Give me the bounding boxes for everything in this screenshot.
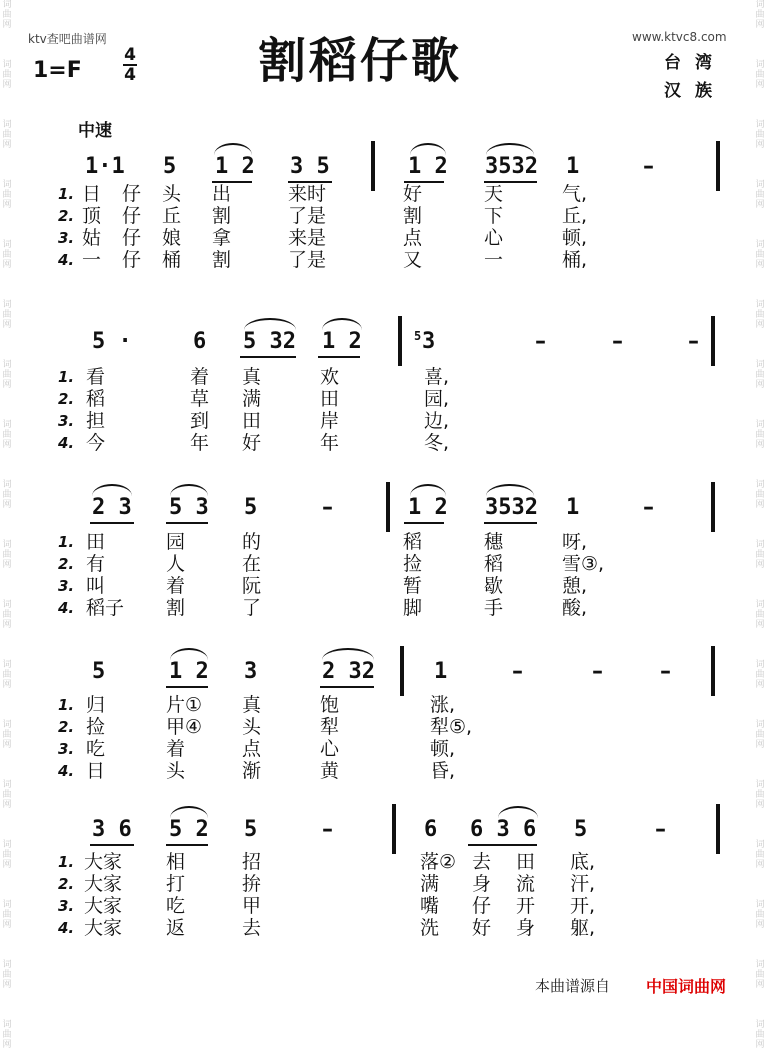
lyric-syllable: 喜, xyxy=(424,366,450,388)
lyric-syllable: 吃 xyxy=(166,895,186,917)
lyric-syllable: 稻 xyxy=(403,531,423,553)
note-group: 5 xyxy=(244,495,258,520)
lyric-syllable: 头 xyxy=(242,716,262,738)
lyric-syllable: 躯, xyxy=(570,917,596,939)
left-edge-watermark xyxy=(0,0,14,1050)
edge-watermark-text: 词 曲 网 xyxy=(755,600,765,630)
lyric-syllable: 点 xyxy=(403,227,423,249)
lyric-syllable: 甲 xyxy=(242,895,262,917)
lyric-syllable: 底, xyxy=(570,851,596,873)
lyric-syllable: 歇 xyxy=(484,575,504,597)
verse-number: 3. xyxy=(58,229,75,247)
lyric-syllable: 下 xyxy=(484,205,504,227)
edge-watermark-text: 词 曲 网 xyxy=(755,960,765,990)
lyric-syllable: 憩, xyxy=(562,575,588,597)
note-group: 5 xyxy=(244,817,258,842)
lyric-syllable: 仔 xyxy=(122,205,142,227)
verse-number: 2. xyxy=(58,390,75,408)
beam-underline xyxy=(468,844,537,846)
bar-line xyxy=(716,804,720,854)
edge-watermark-text: 词 曲 网 xyxy=(2,960,12,990)
verse-number: 3. xyxy=(58,897,75,915)
lyric-syllable: 拚 xyxy=(242,873,262,895)
lyric-syllable: 心 xyxy=(484,227,504,249)
lyric-syllable: 娘 xyxy=(162,227,182,249)
lyric-syllable: 草 xyxy=(190,388,210,410)
song-title: 割稻仔歌 xyxy=(258,33,463,89)
note-group: 1 2 xyxy=(322,329,362,354)
lyric-syllable: 阮 xyxy=(242,575,262,597)
slur-arc xyxy=(322,318,362,330)
slur-arc xyxy=(170,484,208,496)
lyric-syllable: 嘴 xyxy=(420,895,440,917)
lyric-syllable: 桶 xyxy=(162,249,182,271)
beam-underline xyxy=(166,686,208,688)
slur-arc xyxy=(498,806,538,818)
origin-region: 台湾 xyxy=(664,53,726,73)
lyric-syllable: 满 xyxy=(242,388,262,410)
slur-arc xyxy=(92,484,132,496)
lyric-syllable: 又 xyxy=(403,249,423,271)
lyric-syllable: 大家 xyxy=(84,917,123,939)
verse-number: 4. xyxy=(58,762,75,780)
lyric-syllable: 开 xyxy=(516,895,536,917)
lyric-syllable: 看 xyxy=(86,366,106,388)
lyric-syllable: 流 xyxy=(516,873,536,895)
lyric-syllable: 稻 xyxy=(484,553,504,575)
slur-arc xyxy=(322,648,374,660)
lyric-syllable: 涨, xyxy=(430,694,456,716)
lyric-syllable: 日 xyxy=(82,183,102,205)
note-group: 3 5 xyxy=(290,154,330,179)
verse-number: 4. xyxy=(58,251,75,269)
slur-arc xyxy=(244,318,296,330)
lyric-syllable: 丘, xyxy=(562,205,588,227)
note-group: 5 xyxy=(92,659,106,684)
lyric-syllable: 一 xyxy=(484,249,504,271)
sustain-dash: – xyxy=(688,329,699,354)
lyric-syllable: 身 xyxy=(516,917,536,939)
bar-line xyxy=(400,646,404,696)
lyric-syllable: 返 xyxy=(166,917,186,939)
lyric-syllable: 的 xyxy=(242,531,262,553)
sustain-dash: – xyxy=(322,495,333,520)
lyric-syllable: 仔 xyxy=(122,249,142,271)
note-group: 3532 xyxy=(485,154,538,179)
lyric-syllable: 吃 xyxy=(86,738,106,760)
edge-watermark-text: 词 曲 网 xyxy=(755,840,765,870)
lyric-syllable: 仔 xyxy=(122,183,142,205)
slur-arc xyxy=(486,143,534,155)
slur-arc xyxy=(486,484,534,496)
edge-watermark-text: 词 曲 网 xyxy=(755,120,765,150)
note-group: 1·1 xyxy=(85,154,125,179)
lyric-syllable: 着 xyxy=(166,738,186,760)
meter-bottom: 4 xyxy=(124,65,136,85)
lyric-syllable: 相 xyxy=(166,851,186,873)
lyric-syllable: 暂 xyxy=(403,575,423,597)
lyric-syllable: 姑 xyxy=(82,227,102,249)
lyric-syllable: 来时 xyxy=(288,183,327,205)
edge-watermark-text: 词 曲 网 xyxy=(755,360,765,390)
verse-number: 4. xyxy=(58,919,75,937)
note-group: 5 xyxy=(574,817,588,842)
lyric-syllable: 稻 xyxy=(86,388,106,410)
lyric-syllable: 头 xyxy=(166,760,186,782)
sustain-dash: – xyxy=(535,329,546,354)
note-group: 1 2 xyxy=(408,495,448,520)
lyric-syllable: 大家 xyxy=(84,873,123,895)
beam-underline xyxy=(90,522,134,524)
slur-arc xyxy=(214,143,252,155)
note-group: 1 2 xyxy=(408,154,448,179)
beam-underline xyxy=(318,356,360,358)
lyric-syllable: 田 xyxy=(86,531,106,553)
bar-line xyxy=(716,141,720,191)
lyric-syllable: 割 xyxy=(403,205,423,227)
lyric-syllable: 汗, xyxy=(570,873,596,895)
edge-watermark-text: 词 曲 网 xyxy=(755,300,765,330)
note-group: 1 xyxy=(566,495,580,520)
slur-arc xyxy=(170,648,208,660)
note-group: 5 32 xyxy=(243,329,296,354)
lyric-syllable: 欢 xyxy=(320,366,340,388)
note-group: 3 6 xyxy=(92,817,132,842)
footer-site-name: 中国词曲网 xyxy=(646,977,727,996)
note-group: 1 xyxy=(434,659,448,684)
lyric-syllable: 了 xyxy=(242,597,262,619)
lyric-syllable: 去 xyxy=(472,851,492,873)
edge-watermark-text: 词 曲 网 xyxy=(755,660,765,690)
note-group: 3 xyxy=(422,329,436,354)
verse-number: 1. xyxy=(58,533,75,551)
lyric-syllable: 洗 xyxy=(420,917,440,939)
lyric-syllable: 真 xyxy=(242,694,262,716)
lyric-syllable: 叫 xyxy=(86,575,106,597)
edge-watermark-text: 词 曲 网 xyxy=(755,540,765,570)
lyric-syllable: 开, xyxy=(570,895,596,917)
edge-watermark-text: 词 曲 网 xyxy=(2,720,12,750)
lyric-syllable: 归 xyxy=(86,694,106,716)
lyric-syllable: 今 xyxy=(86,432,106,454)
bar-line xyxy=(371,141,375,191)
bar-line xyxy=(386,482,390,532)
lyric-syllable: 满 xyxy=(420,873,440,895)
lyric-syllable: 人 xyxy=(166,553,186,575)
verse-number: 3. xyxy=(58,740,75,758)
edge-watermark-text: 词 曲 网 xyxy=(755,780,765,810)
note-group: 6 xyxy=(193,329,207,354)
sustain-dash: – xyxy=(592,659,603,684)
lyric-syllable: 好 xyxy=(242,432,262,454)
lyric-syllable: 雪③, xyxy=(562,553,605,575)
note-group: 3 xyxy=(244,659,258,684)
lyric-syllable: 呀, xyxy=(562,531,588,553)
lyric-syllable: 大家 xyxy=(84,895,123,917)
note-group: 5 · xyxy=(92,329,132,354)
sustain-dash: – xyxy=(643,495,654,520)
lyric-syllable: 饱 xyxy=(320,694,340,716)
sustain-dash: – xyxy=(612,329,623,354)
edge-watermark-text: 词 曲 网 xyxy=(2,240,12,270)
edge-watermark-text: 词 曲 网 xyxy=(2,540,12,570)
lyric-syllable: 桶, xyxy=(562,249,588,271)
lyric-syllable: 着 xyxy=(190,366,210,388)
lyric-syllable: 在 xyxy=(242,553,262,575)
lyric-syllable: 捡 xyxy=(403,553,423,575)
edge-watermark-text: 词 曲 网 xyxy=(2,480,12,510)
lyric-syllable: 气, xyxy=(562,183,588,205)
key-signature: 1=F xyxy=(33,58,82,83)
edge-watermark-text: 词 曲 网 xyxy=(755,60,765,90)
bar-line xyxy=(392,804,396,854)
verse-number: 4. xyxy=(58,599,75,617)
lyric-syllable: 着 xyxy=(166,575,186,597)
lyric-syllable: 天 xyxy=(484,183,504,205)
lyric-syllable: 身 xyxy=(472,873,492,895)
note-group: 5 3 xyxy=(169,495,209,520)
edge-watermark-text: 词 曲 网 xyxy=(755,480,765,510)
lyric-syllable: 割 xyxy=(212,249,232,271)
edge-watermark-text: 词 曲 网 xyxy=(2,0,12,30)
lyric-syllable: 落② xyxy=(420,851,457,873)
edge-watermark-text: 词 曲 网 xyxy=(2,900,12,930)
lyric-syllable: 一 xyxy=(82,249,102,271)
verse-number: 2. xyxy=(58,207,75,225)
lyric-syllable: 穗 xyxy=(484,531,504,553)
sustain-dash: – xyxy=(660,659,671,684)
note-group: 2 32 xyxy=(322,659,375,684)
edge-watermark-text: 词 曲 网 xyxy=(755,180,765,210)
verse-number: 3. xyxy=(58,412,75,430)
note-group: 5 2 xyxy=(169,817,209,842)
lyric-syllable: 冬, xyxy=(424,432,450,454)
lyric-syllable: 顿, xyxy=(562,227,588,249)
lyric-syllable: 园 xyxy=(166,531,186,553)
lyric-syllable: 田 xyxy=(320,388,340,410)
lyric-syllable: 到 xyxy=(190,410,210,432)
edge-watermark-text: 词 曲 网 xyxy=(2,840,12,870)
verse-number: 2. xyxy=(58,555,75,573)
slur-arc xyxy=(170,806,208,818)
lyric-syllable: 稻子 xyxy=(86,597,125,619)
verse-number: 1. xyxy=(58,853,75,871)
lyric-syllable: 割 xyxy=(166,597,186,619)
watermark-right: www.ktvc8.com xyxy=(632,30,727,44)
edge-watermark-text: 词 曲 网 xyxy=(755,900,765,930)
lyric-syllable: 渐 xyxy=(242,760,262,782)
lyric-syllable: 黄 xyxy=(320,760,340,782)
lyric-syllable: 真 xyxy=(242,366,262,388)
edge-watermark-text: 词 曲 网 xyxy=(755,420,765,450)
edge-watermark-text: 词 曲 网 xyxy=(755,720,765,750)
note-group: 1 xyxy=(566,154,580,179)
slur-arc xyxy=(410,484,446,496)
edge-watermark-text: 词 曲 网 xyxy=(755,1020,765,1050)
lyric-syllable: 片① xyxy=(166,694,203,716)
edge-watermark-text: 词 曲 网 xyxy=(2,600,12,630)
lyric-syllable: 脚 xyxy=(403,597,423,619)
note-group: 2 3 xyxy=(92,495,132,520)
lyric-syllable: 好 xyxy=(403,183,423,205)
lyric-syllable: 田 xyxy=(242,410,262,432)
sustain-dash: – xyxy=(322,817,333,842)
sustain-dash: – xyxy=(512,659,523,684)
beam-underline xyxy=(404,522,444,524)
beam-underline xyxy=(166,844,208,846)
edge-watermark-text: 词 曲 网 xyxy=(2,1020,12,1050)
lyric-syllable: 岸 xyxy=(320,410,340,432)
note-group: 6 3 6 xyxy=(470,817,537,842)
watermark-left: ktv查吧曲谱网 xyxy=(28,32,107,46)
lyric-syllable: 边, xyxy=(424,410,450,432)
lyric-syllable: 年 xyxy=(320,432,340,454)
sustain-dash: – xyxy=(655,817,666,842)
verse-number: 1. xyxy=(58,696,75,714)
beam-underline xyxy=(166,522,208,524)
verse-number: 1. xyxy=(58,185,75,203)
verse-number: 2. xyxy=(58,718,75,736)
edge-watermark-text: 词 曲 网 xyxy=(2,180,12,210)
lyric-syllable: 顿, xyxy=(430,738,456,760)
lyric-syllable: 点 xyxy=(242,738,262,760)
bar-line xyxy=(711,316,715,366)
beam-underline xyxy=(320,686,374,688)
lyric-syllable: 好 xyxy=(472,917,492,939)
note-group: 1 2 xyxy=(215,154,255,179)
edge-watermark-text: 词 曲 网 xyxy=(2,660,12,690)
note-group: 5 xyxy=(163,154,177,179)
tempo-marking: 中速 xyxy=(78,121,112,141)
lyric-syllable: 了是 xyxy=(288,205,327,227)
lyric-syllable: 头 xyxy=(162,183,182,205)
edge-watermark-text: 词 曲 网 xyxy=(755,0,765,30)
right-edge-watermark xyxy=(753,0,767,1050)
meter-top: 4 xyxy=(124,45,136,65)
edge-watermark-text: 词 曲 网 xyxy=(2,60,12,90)
lyric-syllable: 拿 xyxy=(212,227,232,249)
bar-line xyxy=(711,482,715,532)
lyric-syllable: 了是 xyxy=(288,249,327,271)
lyric-syllable: 仔 xyxy=(472,895,492,917)
verse-number: 2. xyxy=(58,875,75,893)
edge-watermark-text: 词 曲 网 xyxy=(2,420,12,450)
lyric-syllable: 来是 xyxy=(288,227,327,249)
time-signature xyxy=(120,46,140,84)
edge-watermark-text: 词 曲 网 xyxy=(2,120,12,150)
lyric-syllable: 心 xyxy=(320,738,340,760)
lyric-syllable: 年 xyxy=(190,432,210,454)
lyric-syllable: 有 xyxy=(86,553,106,575)
lyric-syllable: 犁 xyxy=(320,716,340,738)
lyric-syllable: 酸, xyxy=(562,597,588,619)
beam-underline xyxy=(240,356,296,358)
lyric-syllable: 割 xyxy=(212,205,232,227)
note-group: 6 xyxy=(424,817,438,842)
sustain-dash: – xyxy=(643,154,654,179)
edge-watermark-text: 词 曲 网 xyxy=(755,240,765,270)
lyric-syllable: 出 xyxy=(212,183,232,205)
lyric-syllable: 顶 xyxy=(82,205,102,227)
note-group: 3532 xyxy=(485,495,538,520)
grace-note: 5 xyxy=(414,329,422,343)
lyric-syllable: 日 xyxy=(86,760,106,782)
edge-watermark-text: 词 曲 网 xyxy=(2,780,12,810)
verse-number: 3. xyxy=(58,577,75,595)
slur-arc xyxy=(410,143,446,155)
note-group: 1 2 xyxy=(169,659,209,684)
lyric-syllable: 大家 xyxy=(84,851,123,873)
lyric-syllable: 丘 xyxy=(162,205,182,227)
lyric-syllable: 手 xyxy=(484,597,504,619)
edge-watermark-text: 词 曲 网 xyxy=(2,360,12,390)
lyric-syllable: 担 xyxy=(86,410,106,432)
footer-source-label: 本曲谱源自 xyxy=(535,977,611,995)
lyric-syllable: 昏, xyxy=(430,760,456,782)
lyric-syllable: 仔 xyxy=(122,227,142,249)
lyric-syllable: 甲④ xyxy=(166,716,203,738)
lyric-syllable: 打 xyxy=(166,873,186,895)
lyric-syllable: 去 xyxy=(242,917,262,939)
lyric-syllable: 田 xyxy=(516,851,536,873)
origin-ethnicity: 汉族 xyxy=(664,81,726,101)
lyric-syllable: 犁⑤, xyxy=(430,716,473,738)
lyric-syllable: 捡 xyxy=(86,716,106,738)
edge-watermark-text: 词 曲 网 xyxy=(2,300,12,330)
bar-line xyxy=(711,646,715,696)
beam-underline xyxy=(484,522,537,524)
lyric-syllable: 园, xyxy=(424,388,450,410)
beam-underline xyxy=(90,844,134,846)
lyric-syllable: 招 xyxy=(242,851,262,873)
bar-line xyxy=(398,316,402,366)
verse-number: 4. xyxy=(58,434,75,452)
verse-number: 1. xyxy=(58,368,75,386)
